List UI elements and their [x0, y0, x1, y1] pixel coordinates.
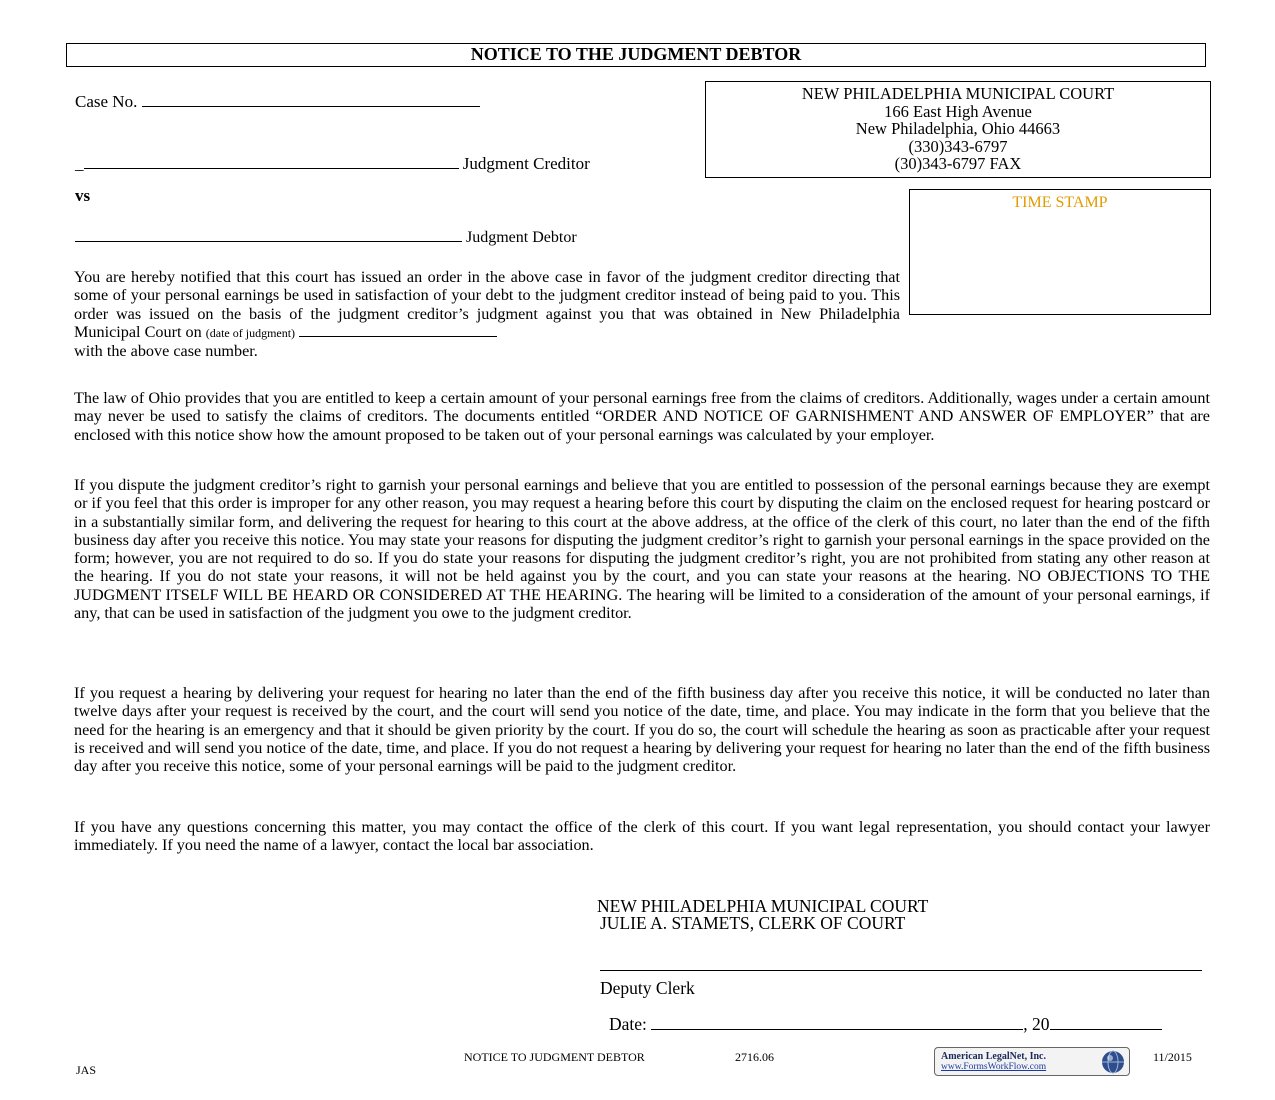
creditor-label: Judgment Creditor [462, 154, 590, 173]
creditor-field[interactable] [84, 153, 459, 169]
date-row [609, 1015, 1162, 1033]
paragraph-4: If you request a hearing by delivering your request for hearing no later than the end of the fifth business day after you receive this notice, it will be conducted no later than twelve days after your request is received by the court, and the court will send you notice of the date, time, and place. You may indicate in the form that you believe that the need for the hearing is an emergency and that it should be given priority by the court. If you do so, the court will schedule the hearing as soon as practicable after your request is received and will send you notice of the date, time, and place. If you do not request a hearing by delivering your request for hearing no later than the end of the fifth business day after you receive this notice, some of your personal earnings will be paid to the judgment creditor. [74, 684, 1210, 776]
debtor-field[interactable] [75, 226, 462, 242]
creditor-row [75, 153, 590, 174]
court-city: New Philadelphia, Ohio 44663 [855, 119, 1061, 138]
signature-clerk-name: JULIE A. STAMETS, CLERK OF COURT [600, 913, 906, 933]
court-fax: (30)343-6797 FAX [894, 154, 1022, 173]
date-label: Date: [609, 1014, 647, 1034]
creditor-prefix: _ [75, 154, 84, 173]
debtor-row [75, 226, 577, 248]
time-stamp-label: TIME STAMP [1012, 194, 1108, 211]
paragraph-2: The law of Ohio provides that you are entitled to keep a certain amount of your personal earnings free from the claims of creditors. Additionally, wages under a certain amount may never be used to satisfy the claims of creditors. The documents entitled “ORDER AND NOTICE OF GARNISHMENT AND ANSWER OF EMPLOYER” that are enclosed with this notice show how the amount proposed to be taken out of your personal earnings was calculated by your employer. [74, 389, 1210, 444]
court-street: 166 East High Avenue [884, 101, 1032, 121]
footer-form-name: NOTICE TO JUDGMENT DEBTOR [464, 1050, 645, 1064]
case-no-row [75, 91, 480, 112]
year-prefix: , 20 [1023, 1014, 1050, 1034]
footer-revision: 11/2015 [1153, 1050, 1192, 1064]
date-of-judgment-field[interactable] [299, 323, 497, 337]
paragraph-1 [74, 268, 900, 360]
court-phone: (330)343-6797 [908, 136, 1008, 156]
time-stamp-box [909, 189, 1211, 315]
year-field[interactable] [1050, 1015, 1162, 1030]
globe-icon [1101, 1050, 1125, 1074]
logo-brand: American LegalNet, Inc. [941, 1051, 1046, 1062]
paragraph-1-text: You are hereby notified that this court has issued an order in the above case in favor of the judgment creditor directing that some of your personal earnings be used in satisfaction of your debt to the judgment creditor instead of being paid to you. This order was issued on the basis of the judgment creditor’s judgment against you that was obtained in New Philadelphia Municipal Court on [74, 268, 900, 341]
forms-workflow-logo[interactable] [934, 1047, 1130, 1076]
paragraph-1-end: with the above case number. [74, 342, 258, 361]
case-no-field[interactable] [142, 91, 480, 107]
vs-label: vs [75, 186, 91, 205]
deputy-clerk-label: Deputy Clerk [600, 978, 695, 998]
court-address-box [705, 81, 1211, 178]
deputy-signature-line[interactable] [600, 970, 1202, 971]
paragraph-3: If you dispute the judgment creditor’s right to garnish your personal earnings and believe that you are entitled to possession of the personal earnings because they are exempt or if you feel that this order is improper for any other reason, you may request a hearing before this court by disputing the claim on the enclosed request for hearing postcard or in a substantially similar form, and delivering the request for hearing to this court at the above address, at the office of the clerk of this court, no later than the end of the fifth business day after you receive this notice. You may state your reasons for disputing the judgment creditor’s right to garnish your personal earnings in the space provided on the form; however, you are not required to do so. If you do state your reasons for disputing the judgment creditor’s right, you are not prohibited from stating any other reason at the hearing. If you do not state your reasons, it will not be held against you by the court, and you can state your reasons at the hearing. NO OBJECTIONS TO THE JUDGMENT ITSELF WILL BE HEARD OR CONSIDERED AT THE HEARING. The hearing will be limited to a consideration of the amount of your personal earnings, if any, that can be used in satisfaction of the judgment you owe to the judgment creditor. [74, 476, 1210, 623]
logo-url[interactable]: www.FormsWorkFlow.com [941, 1062, 1047, 1072]
debtor-label: Judgment Debtor [466, 229, 577, 246]
paragraph-5: If you have any questions concerning this matter, you may contact the office of the clerk of this court. If you want legal representation, you should contact your lawyer immediately. If you need the name of a lawyer, contact the local bar association. [74, 818, 1210, 855]
form-title: NOTICE TO THE JUDGMENT DEBTOR [66, 43, 1206, 67]
date-field[interactable] [651, 1015, 1023, 1030]
footer-form-number: 2716.06 [735, 1050, 774, 1064]
case-no-label: Case No. [75, 92, 138, 111]
footer-initials: JAS [76, 1063, 97, 1077]
court-name: NEW PHILADELPHIA MUNICIPAL COURT [801, 84, 1115, 103]
date-of-judgment-hint: (date of judgment) [205, 325, 296, 340]
signature-court-name: NEW PHILADELPHIA MUNICIPAL COURT [597, 896, 929, 916]
